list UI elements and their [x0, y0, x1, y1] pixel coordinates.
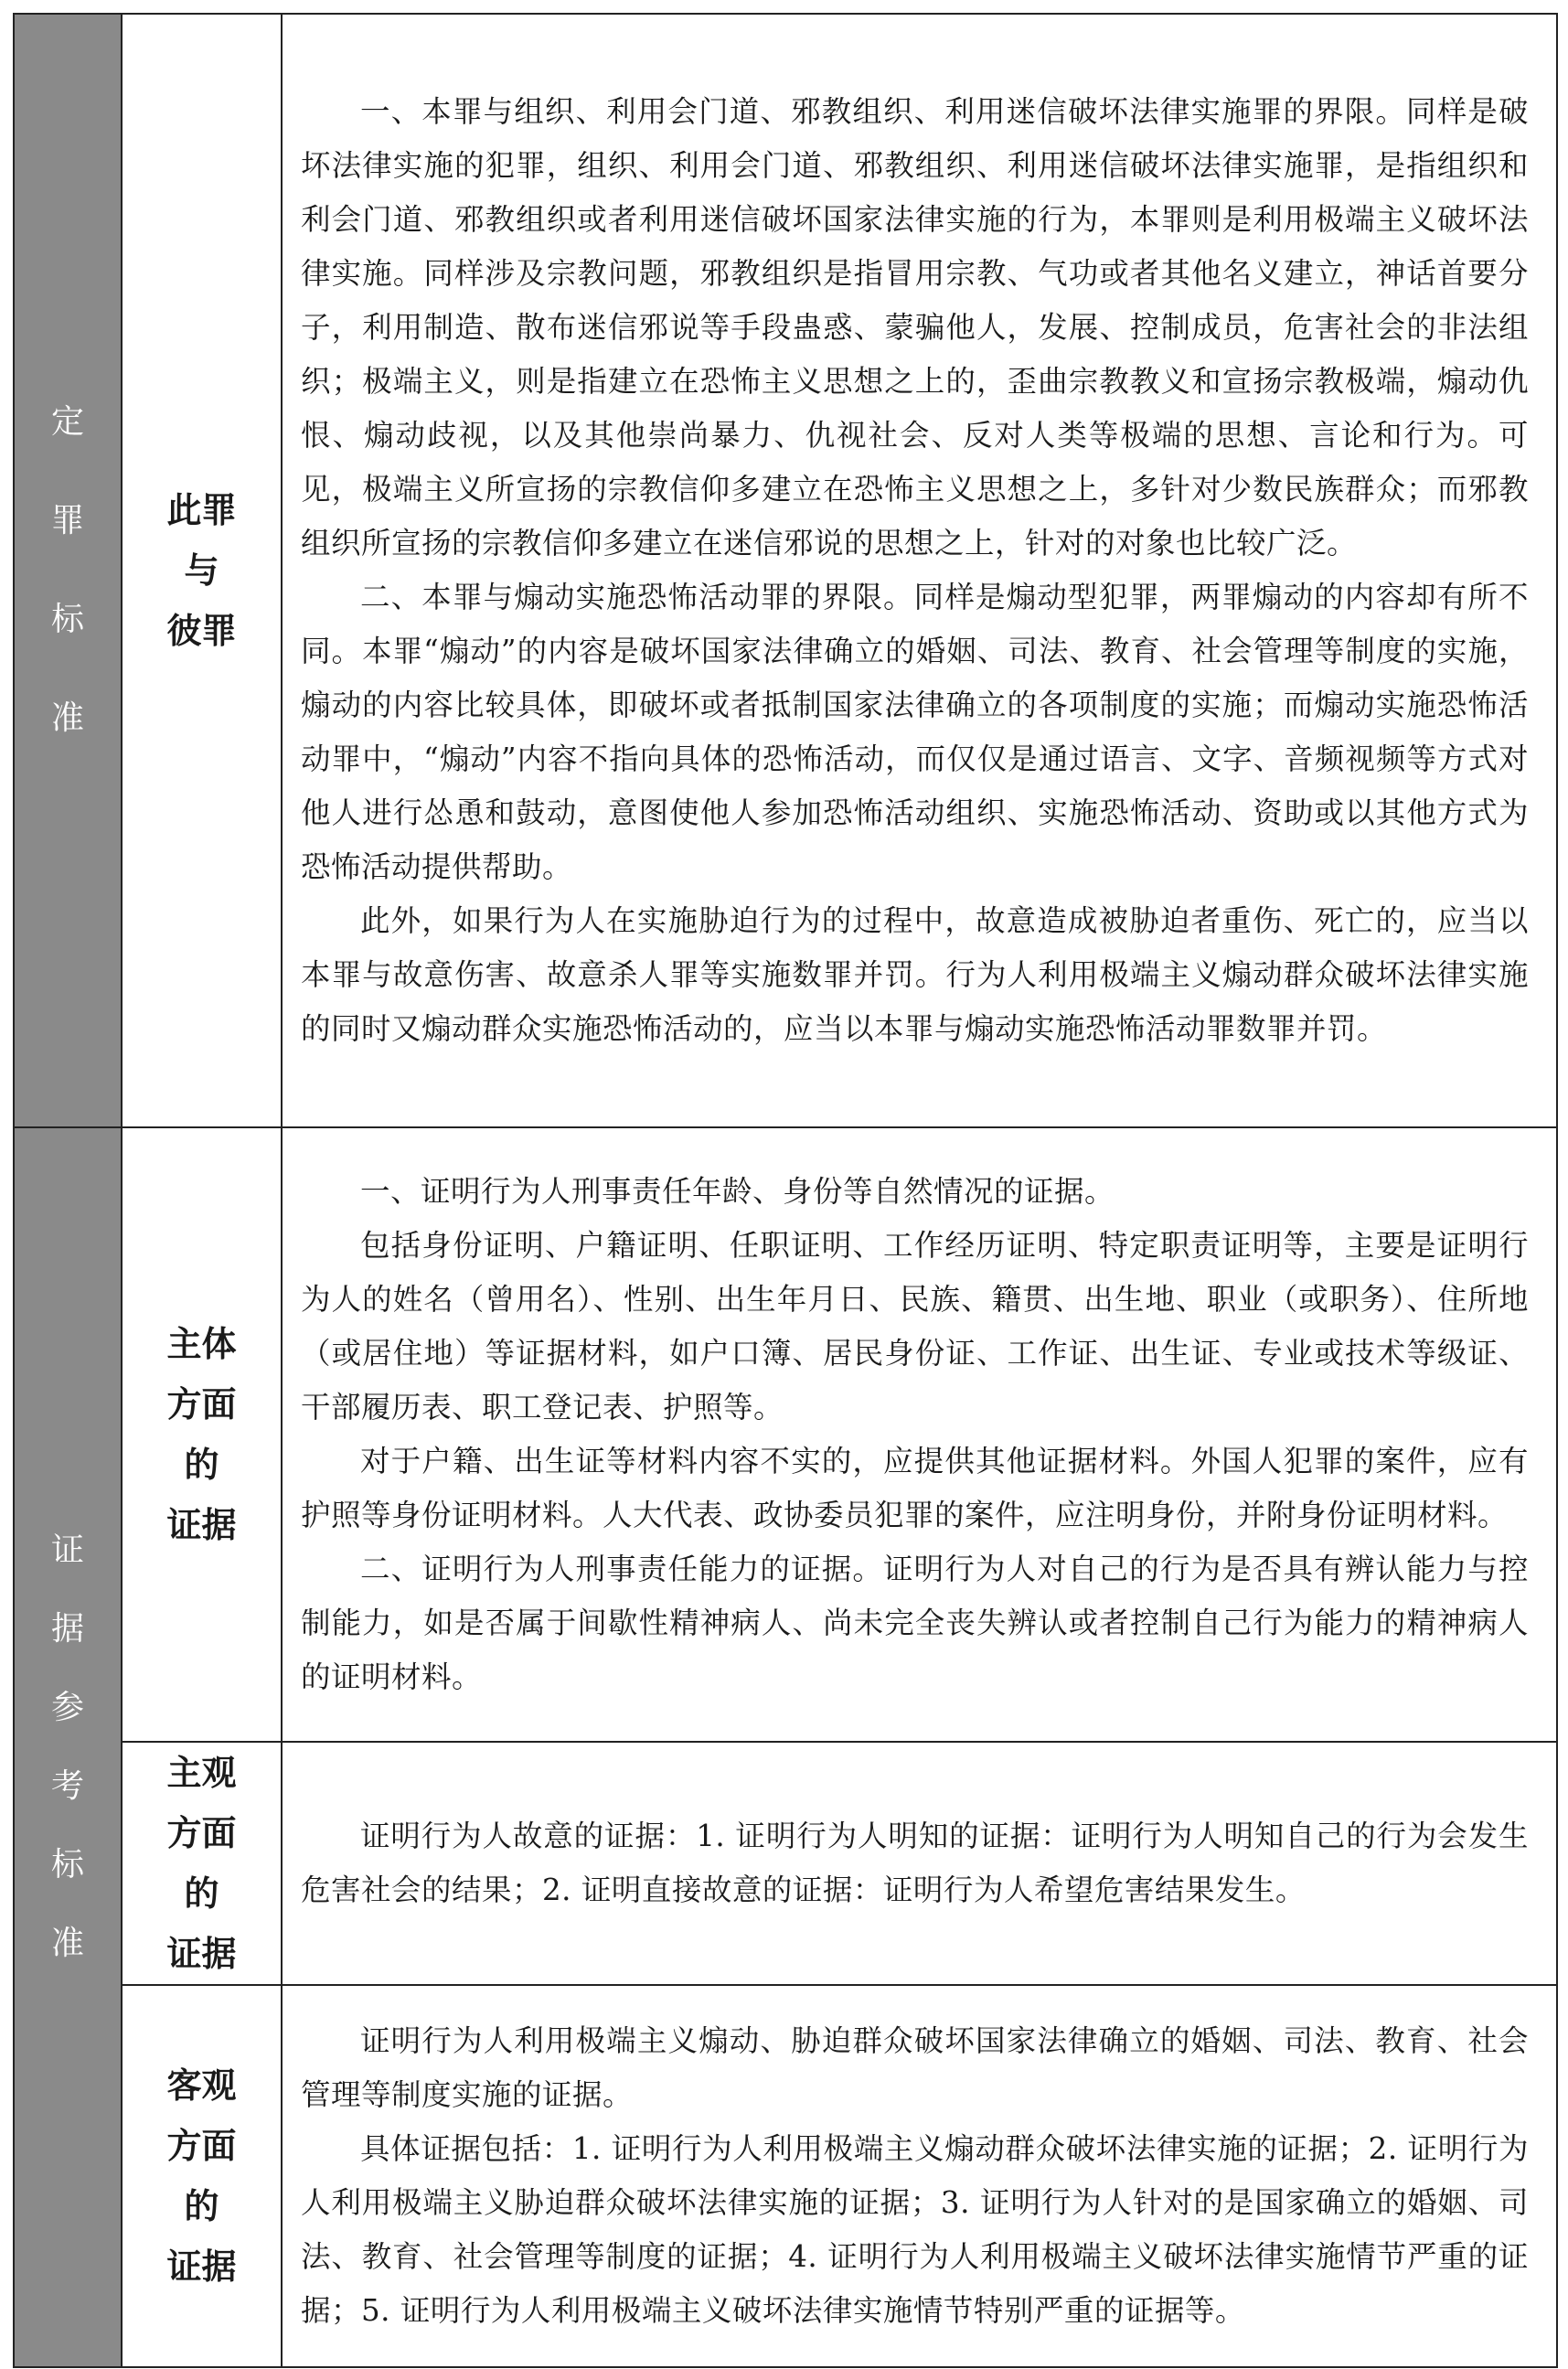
paragraph: 对于户籍、出生证等材料内容不实的，应提供其他证据材料。外国人犯罪的案件，应有护照等身份证明材料。人大代表、政协委员犯罪的案件，应注明身份，并附身份证明材料。 [301, 1444, 1529, 1532]
category-cell-conviction-standard [14, 14, 122, 1127]
paragraph: 二、证明行为人刑事责任能力的证据。证明行为人对自己的行为是否具有辨认能力与控制能力，如是否属于间歇性精神病人、尚未完全丧失辨认或者控制自己行为能力的精神病人的证明材料。 [301, 1552, 1529, 1694]
paragraph: 一、证明行为人刑事责任年龄、身份等自然情况的证据。 [360, 1174, 1115, 1209]
subcategory-cell-objective-evidence [122, 1985, 282, 2367]
content-cell [282, 1742, 1557, 1985]
table-row [14, 14, 1557, 1127]
subcategory-label: 主体 方面 的 证据 [166, 1324, 237, 1545]
subcategory-cell-this-vs-other-crime [122, 14, 282, 1127]
paragraph: 二、本罪与煽动实施恐怖活动罪的界限。同样是煽动型犯罪，两罪煽动的内容却有所不同。本罪“煽动”的内容是破坏国家法律确立的婚姻、司法、教育、社会管理等制度的实施，煽动的内容比较具体，即破坏或者抵制国家法律确立的各项制度的实施；而煽动实施恐怖活动罪中，“煽动”内容不指向具体的恐怖活动，而仅仅是通过语言、文字、音频视频等方式对他人进行怂恿和鼓动，意图使他人参加恐怖活动组织、实施恐怖活动、资助或以其他方式为恐怖活动提供帮助。 [301, 580, 1529, 884]
table-row [14, 1127, 1557, 1742]
paragraph: 一、本罪与组织、利用会门道、邪教组织、利用迷信破坏法律实施罪的界限。同样是破坏法律实施的犯罪，组织、利用会门道、邪教组织、利用迷信破坏法律实施罪，是指组织和利会门道、邪教组织或者利用迷信破坏国家法律实施的行为，本罪则是利用极端主义破坏法律实施。同样涉及宗教问题，邪教组织是指冒用宗教、气功或者其他名义建立，神话首要分子，利用制造、散布迷信邪说等手段蛊惑、蒙骗他人，发展、控制成员，危害社会的非法组织；极端主义，则是指建立在恐怖主义思想之上的，歪曲宗教教义和宣扬宗教极端，煽动仇恨、煽动歧视，以及其他崇尚暴力、仇视社会、反对人类等极端的思想、言论和行为。可见，极端主义所宣扬的宗教信仰多建立在恐怖主义思想之上，多针对少数民族群众；而邪教组织所宣扬的宗教信仰多建立在迷信邪说的思想之上，针对的对象也比较广泛。 [301, 94, 1529, 560]
paragraph: 证明行为人利用极端主义煽动、胁迫群众破坏国家法律确立的婚姻、司法、教育、社会管理等制度实施的证据。 [301, 2023, 1529, 2112]
category-label: 证 据 参 考 标 准 [50, 1531, 84, 1962]
paragraph: 具体证据包括：1. 证明行为人利用极端主义煽动群众破坏法律实施的证据；2. 证明行为人利用极端主义胁迫群众破坏法律实施的证据；3. 证明行为人针对的是国家确立的婚姻、司法、教育、社会管理等制度的证据；4. 证明行为人利用极端主义破坏法律实施情节严重的证据；5. 证明行为人利用极端主义破坏法律实施情节特别严重的证据等。 [301, 2131, 1529, 2328]
subcategory-label: 此罪 与 彼罪 [166, 490, 237, 651]
content-cell [282, 1127, 1557, 1742]
subcategory-label: 主观 方面 的 证据 [166, 1753, 237, 1974]
subcategory-cell-subjective-evidence [122, 1742, 282, 1985]
table-row [14, 1742, 1557, 1985]
paragraph: 包括身份证明、户籍证明、任职证明、工作经历证明、特定职责证明等，主要是证明行为人的姓名（曾用名）、性别、出生年月日、民族、籍贯、出生地、职业（或职务）、住所地（或居住地）等证据材料，如户口簿、居民身份证、工作证、出生证、专业或技术等级证、干部履历表、职工登记表、护照等。 [301, 1228, 1529, 1425]
subcategory-cell-subject-evidence [122, 1127, 282, 1742]
criteria-table [13, 13, 1558, 2368]
subcategory-label: 客观 方面 的 证据 [166, 2065, 237, 2287]
content-cell [282, 1985, 1557, 2367]
content-cell [282, 14, 1557, 1127]
paragraph: 证明行为人故意的证据：1. 证明行为人明知的证据：证明行为人明知自己的行为会发生危害社会的结果；2. 证明直接故意的证据：证明行为人希望危害结果发生。 [301, 1819, 1529, 1907]
table-row [14, 1985, 1557, 2367]
paragraph: 此外，如果行为人在实施胁迫行为的过程中，故意造成被胁迫者重伤、死亡的，应当以本罪与故意伤害、故意杀人罪等实施数罪并罚。行为人利用极端主义煽动群众破坏法律实施的同时又煽动群众实施恐怖活动的，应当以本罪与煽动实施恐怖活动罪数罪并罚。 [301, 903, 1529, 1046]
category-label: 定 罪 标 准 [50, 403, 84, 737]
category-cell-evidence-reference-standard [14, 1127, 122, 2367]
